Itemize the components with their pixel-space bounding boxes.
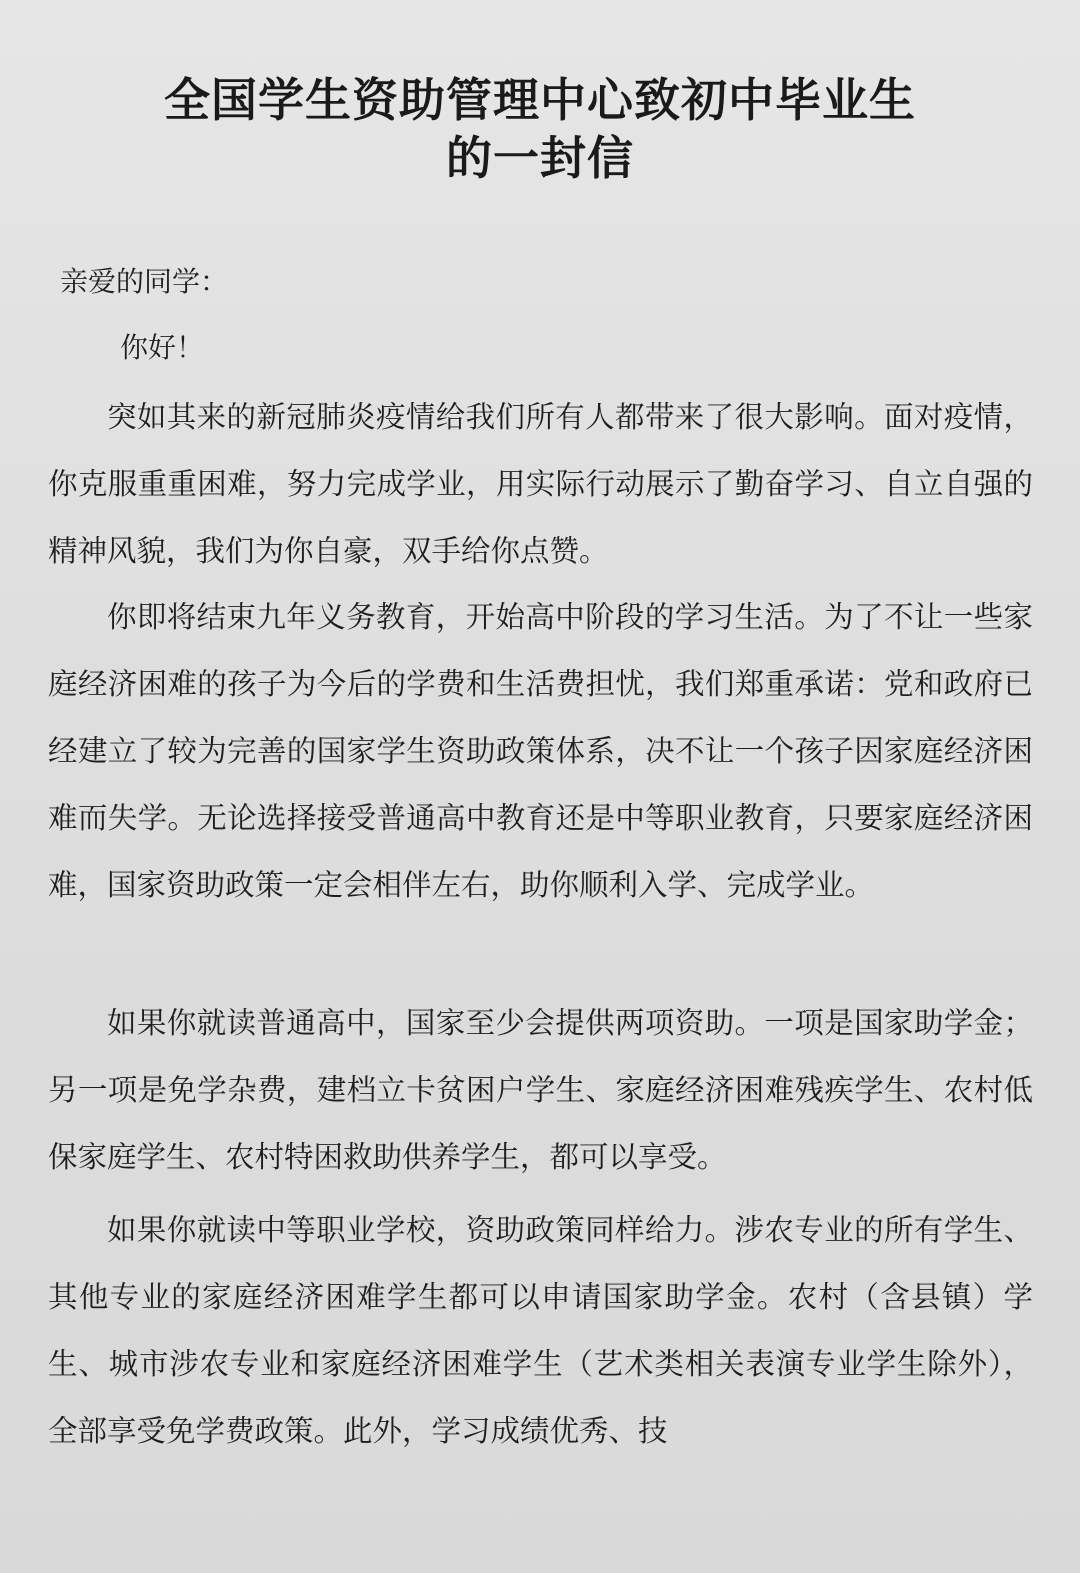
greeting: 你好！ [120, 331, 205, 364]
salutation: 亲爱的同学： [60, 265, 229, 298]
letter-title-line-2: 的一封信 [446, 131, 634, 185]
paragraph-general-high-school: 如果你就读普通高中，国家至少会提供两项资助。一项是国家助学金；另一项是免学杂费，建档立卡贫困户学生、家庭经济困难残疾学生、农村低保家庭学生、农村特困救助供养学生，都可以享受。 [48, 1006, 1033, 1174]
paragraph-vocational-school: 如果你就读中等职业学校，资助政策同样给力。涉农专业的所有学生、其他专业的家庭经济困难学生都可以申请国家助学金。农村（含县镇）学生、城市涉农专业和家庭经济困难学生（艺术类相关表演专业学生除外），全部享受免学费政策。此外，学习成绩优秀、技 [48, 1213, 1033, 1448]
paragraph-funding-promise: 你即将结束九年义务教育，开始高中阶段的学习生活。为了不让一些家庭经济困难的孩子为今后的学费和生活费担忧，我们郑重承诺：党和政府已经建立了较为完善的国家学生资助政策体系，决不让一个孩子因家庭经济困难而失学。无论选择接受普通高中教育还是中等职业教育，只要家庭经济困难，国家资助政策一定会相伴左右，助你顺利入学、完成学业。 [48, 600, 1033, 902]
paragraph-covid-praise: 突如其来的新冠肺炎疫情给我们所有人都带来了很大影响。面对疫情，你克服重重困难，努力完成学业，用实际行动展示了勤奋学习、自立自强的精神风貌，我们为你自豪，双手给你点赞。 [48, 400, 1033, 568]
letter-title-line-1: 全国学生资助管理中心致初中毕业生 [164, 73, 916, 127]
